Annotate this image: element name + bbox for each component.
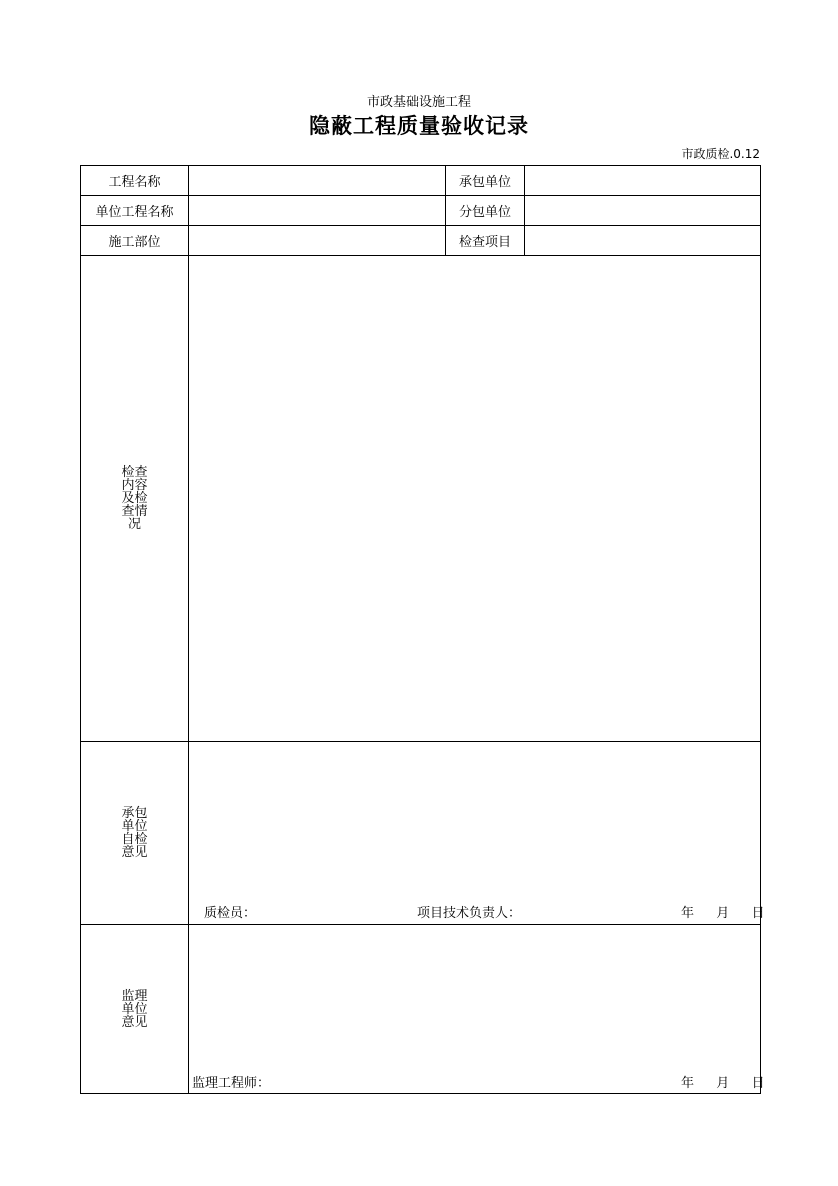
record-table [80, 165, 765, 1094]
technical-lead-signature[interactable]: 项目技术负责人： [417, 906, 522, 921]
contractor-opinion-label [81, 742, 188, 924]
contractor-label: 承包单位 [458, 175, 511, 190]
inspection-content-field[interactable] [189, 256, 760, 741]
contractor-opinion-label-line: 承包 [121, 806, 148, 821]
inspection-item-field[interactable] [525, 226, 760, 255]
supervisor-sign-date[interactable] [681, 1072, 765, 1091]
form-code: 市政质检.0.12 [681, 147, 760, 161]
date-day: 日 [751, 906, 765, 921]
contractor-opinion-label-line: 意见 [121, 845, 148, 860]
supervisor-opinion-label-line: 监理 [121, 988, 148, 1004]
inspection-content-label-line: 检查 [121, 465, 148, 480]
subcontractor-field[interactable] [525, 196, 760, 225]
inspection-item-label: 检查项目 [458, 235, 511, 250]
date-year: 年 [681, 906, 695, 921]
inspection-content-label [81, 256, 188, 741]
unit-project-label: 单位工程名称 [95, 205, 174, 220]
contractor-opinion-label-line: 自检 [121, 832, 148, 847]
supervisor-opinion-label-line: 意见 [121, 1014, 148, 1030]
supervising-engineer-signature[interactable]: 监理工程师： [192, 1076, 271, 1091]
form-title: 隐蔽工程质量验收记录 [309, 113, 529, 138]
supervisor-opinion-label-line: 单位 [121, 1001, 148, 1017]
project-name-label: 工程名称 [108, 175, 161, 190]
inspection-content-label-line: 内容 [121, 478, 148, 493]
contractor-field[interactable] [525, 166, 760, 195]
construction-part-label: 施工部位 [108, 235, 161, 250]
date-month: 月 [716, 1076, 730, 1091]
contractor-opinion-field[interactable] [189, 742, 760, 892]
inspection-content-label-line: 查情 [121, 504, 148, 519]
supervisor-opinion-field[interactable] [189, 925, 760, 1065]
construction-part-field[interactable] [189, 226, 445, 255]
quality-inspector-signature[interactable]: 质检员： [204, 906, 257, 921]
inspection-content-label-line: 及检 [121, 491, 148, 506]
subcontractor-label: 分包单位 [458, 205, 511, 220]
supervisor-opinion-label [81, 925, 188, 1093]
date-year: 年 [681, 1076, 695, 1091]
form-subtitle: 市政基础设施工程 [366, 95, 471, 110]
date-month: 月 [716, 906, 730, 921]
contractor-sign-date[interactable] [681, 902, 765, 921]
unit-project-field[interactable] [189, 196, 445, 225]
inspection-content-label-line: 况 [127, 517, 141, 532]
project-name-field[interactable] [189, 166, 445, 195]
date-day: 日 [751, 1076, 765, 1091]
contractor-opinion-label-line: 单位 [121, 819, 148, 834]
